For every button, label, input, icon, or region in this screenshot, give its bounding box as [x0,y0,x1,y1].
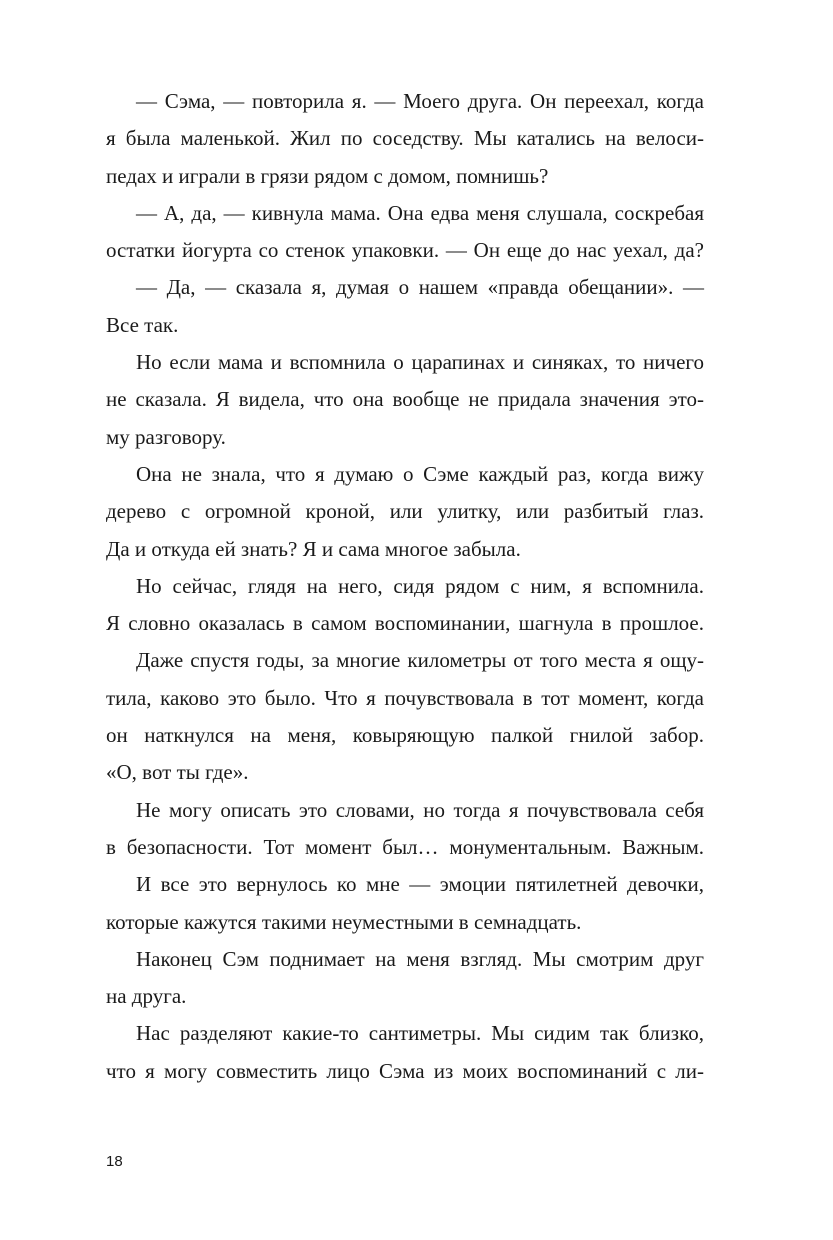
text-line: Не могу описать это словами, но тогда я почувствовала себя [136,797,704,822]
text-line: Все так. [106,312,179,337]
text-line: Она не знала, что я думаю о Сэме каждый раз, когда вижу [136,461,704,486]
page-body [106,83,704,1090]
text-line: Нас разделяют какие-то сантиметры. Мы сидим так близко, [136,1021,704,1046]
text-line: педах и играли в грязи рядом с домом, помнишь? [106,163,549,188]
text-line: я была маленькой. Жил по соседству. Мы катались на велоси- [106,126,704,151]
text-line: которые кажутся такими неуместными в семнадцать. [106,909,582,934]
text-line: Наконец Сэм поднимает на меня взгляд. Мы смотрим друг [136,946,704,971]
text-line: — Да, — сказала я, думая о нашем «правда обещании». — [136,275,704,300]
text-line: — А, да, — кивнула мама. Она едва меня слушала, соскребая [136,200,704,225]
text-line: не сказала. Я видела, что она вообще не придала значения это- [106,387,704,412]
text-line: «О, вот ты где». [106,760,249,785]
text-line: остатки йогурта со стенок упаковки. — Он еще до нас уехал, да? [106,238,704,263]
text-line: он наткнулся на меня, ковыряющую палкой гнилой забор. [106,723,704,748]
text-line: дерево с огромной кроной, или улитку, или разбитый глаз. [106,499,704,524]
text-line: Но сейчас, глядя на него, сидя рядом с ним, я вспомнила. [136,573,704,598]
page-number: 18 [106,1153,123,1170]
text-line: Даже спустя годы, за многие километры от того места я ощу- [136,648,704,673]
text-line: — Сэма, — повторила я. — Моего друга. Он переехал, когда [136,89,704,113]
text-line: в безопасности. Тот момент был… монументальным. Важным. [106,834,704,859]
text-line: Я словно оказалась в самом воспоминании, шагнула в прошлое. [106,611,704,636]
text-line: Да и откуда ей знать? Я и сама многое забыла. [106,536,521,561]
text-line: что я могу совместить лицо Сэма из моих воспоминаний с ли- [106,1058,704,1083]
text-line: на друга. [106,984,187,1009]
text-line: му разговору. [106,424,226,449]
text-line: тила, каково это было. Что я почувствовала в тот момент, когда [106,685,704,710]
text-line: Но если мама и вспомнила о царапинах и синяках, то ничего [136,350,704,375]
text-line: И все это вернулось ко мне — эмоции пятилетней девочки, [136,872,704,897]
